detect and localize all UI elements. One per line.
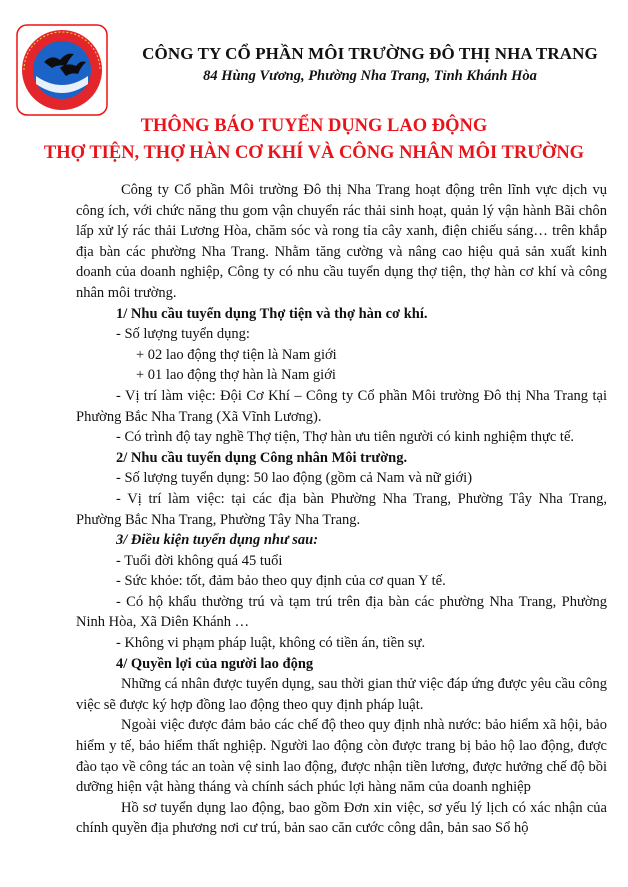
company-logo: [16, 24, 108, 116]
section-1-item-1: + 02 lao động thợ tiện là Nam giới: [136, 346, 337, 363]
section-3-health: - Sức khỏe: tốt, đảm bảo theo quy định của cơ quan Y tế.: [116, 573, 446, 590]
section-3-residence: - Có hộ khẩu thường trú và tạm trú trên địa bàn các phường Nha Trang, Phường Ninh Hòa, Xã Diên Khánh …: [76, 593, 607, 631]
section-4-paragraph-2: Ngoài việc được đảm bảo các chế độ theo quy định nhà nước: bảo hiểm xã hội, bảo hiểm y tế, bảo hiểm thất nghiệp. Người lao động còn được trang bị bảo hộ lao động, được đào tạo về công tác an toàn vệ sinh lao động, được nhận tiền lương, được hưởng chế độ bồi dưỡng hiện vật hàng tháng và chính sách phúc lợi hàng năm của doanh nghiệp: [76, 717, 607, 796]
section-1-item-2: + 01 lao động thợ hàn là Nam giới: [136, 367, 336, 384]
document-body: [76, 180, 607, 839]
section-2-heading: 2/ Nhu cầu tuyển dụng Công nhân Môi trường.: [116, 449, 408, 466]
notice-title: [0, 113, 628, 167]
title-line-2: THỢ TIỆN, THỢ HÀN CƠ KHÍ VÀ CÔNG NHÂN MÔI TRƯỜNG: [43, 143, 585, 163]
section-1-skill: - Có trình độ tay nghề Thợ tiện, Thợ hàn ưu tiên người có kinh nghiệm thực tế.: [116, 429, 575, 446]
letterhead: [120, 44, 620, 85]
company-name: CÔNG TY CỔ PHẦN MÔI TRƯỜNG ĐÔ THỊ NHA TRANG: [142, 44, 598, 63]
company-address: 84 Hùng Vương, Phường Nha Trang, Tỉnh Khánh Hòa: [203, 68, 537, 84]
section-3-age: - Tuổi đời không quá 45 tuổi: [116, 552, 283, 569]
section-1-heading: 1/ Nhu cầu tuyển dụng Thợ tiện và thợ hàn cơ khí.: [116, 305, 428, 322]
section-1-quantity: - Số lượng tuyển dụng:: [116, 326, 250, 343]
section-4-paragraph-1: Những cá nhân được tuyển dụng, sau thời gian thử việc đáp ứng được yêu cầu công việc sẽ được ký hợp đồng lao động theo quy định pháp luật.: [76, 676, 607, 713]
section-3-heading: 3/ Điều kiện tuyển dụng như sau:: [116, 532, 319, 549]
title-line-1: THÔNG BÁO TUYỂN DỤNG LAO ĐỘNG: [140, 116, 488, 136]
section-2-quantity: - Số lượng tuyển dụng: 50 lao động (gồm cả Nam và nữ giới): [116, 470, 473, 487]
section-2-location: - Vị trí làm việc: tại các địa bàn Phường Nha Trang, Phường Tây Nha Trang, Phường Bắc Nha Trang, Phường Tây Nha Trang.: [76, 490, 607, 528]
intro-paragraph: Công ty Cổ phần Môi trường Đô thị Nha Trang hoạt động trên lĩnh vực dịch vụ công ích, với chức năng thu gom vận chuyển rác thải sinh hoạt, quản lý vận hành Bãi chôn lấp xử lý rác thải Lương Hòa, chăm sóc và rong tỉa cây xanh, điện chiếu sáng… trên khắp địa bàn các phường Nha Trang. Nhằm tăng cường và nâng cao hiệu quả sản xuất kinh doanh của doanh nghiệp, Công ty có nhu cầu tuyển dụng thợ tiện, thợ hàn cơ khí và công nhân môi trường.: [76, 182, 607, 301]
section-4-paragraph-3: Hồ sơ tuyển dụng lao động, bao gồm Đơn xin việc, sơ yếu lý lịch có xác nhận của chính quyền địa phương nơi cư trú, bản sao căn cước công dân, bản sao Sổ hộ: [76, 799, 607, 837]
section-4-heading: 4/ Quyền lợi của người lao động: [116, 655, 314, 672]
section-1-location: - Vị trí làm việc: Đội Cơ Khí – Công ty Cổ phần Môi trường Đô thị Nha Trang tại Phường Bắc Nha Trang (Xã Vĩnh Lương).: [76, 387, 607, 425]
section-3-law: - Không vi phạm pháp luật, không có tiền án, tiền sự.: [116, 635, 426, 652]
